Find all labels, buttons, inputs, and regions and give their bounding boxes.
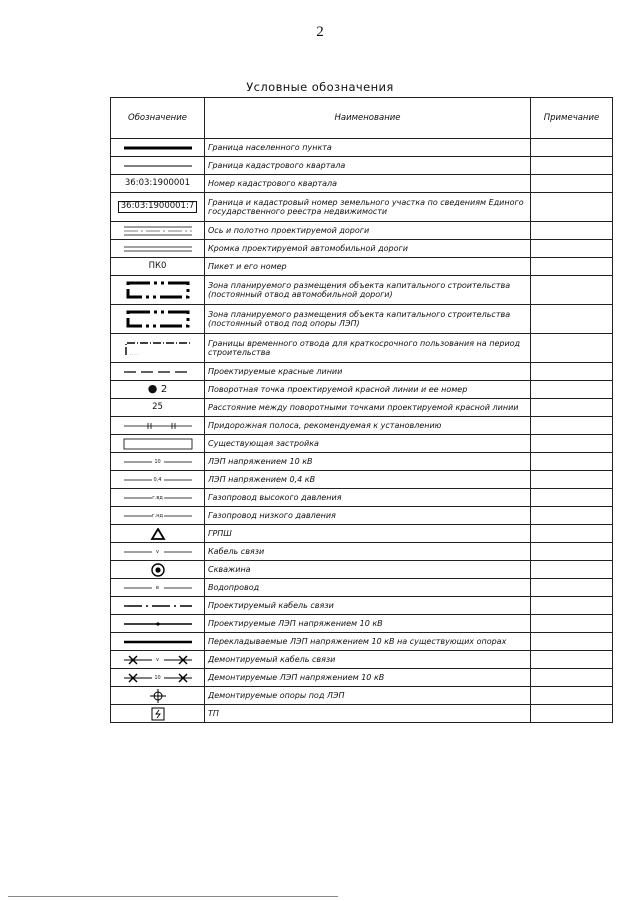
legend-name: ЛЭП напряжением 0,4 кВ — [205, 471, 531, 489]
legend-name: Водопровод — [205, 579, 531, 597]
symbol-text: 36:03:1900001 — [124, 178, 191, 189]
legend-name: Скважина — [205, 561, 531, 579]
symbol-point: ● — [147, 382, 161, 396]
legend-name: Пикет и его номер — [205, 258, 531, 276]
legend-symbol — [111, 157, 205, 175]
legend-note — [531, 525, 613, 543]
legend-note — [531, 222, 613, 240]
table-row — [111, 222, 613, 240]
table-row — [111, 669, 613, 687]
legend-note — [531, 579, 613, 597]
table-row — [111, 453, 613, 471]
legend-note — [531, 489, 613, 507]
page-title: Условные обозначения — [246, 80, 394, 94]
table-row — [111, 507, 613, 525]
roadside-symbol — [118, 421, 198, 431]
table-row — [111, 471, 613, 489]
legend-name: Придорожная полоса, рекомендуемая к установлению — [205, 417, 531, 435]
legend-name: Демонтируемый кабель связи — [205, 651, 531, 669]
table-header-row — [111, 98, 613, 139]
table-row — [111, 276, 613, 305]
symbol-text: 10 — [154, 674, 161, 681]
legend-symbol — [111, 435, 205, 453]
table-row — [111, 705, 613, 723]
table-row — [111, 305, 613, 334]
legend-symbol — [111, 381, 205, 399]
legend-name: Газопровод высокого давления — [205, 489, 531, 507]
table-row — [111, 543, 613, 561]
legend-name: Кромка проектируемой автомобильной дороги — [205, 240, 531, 258]
legend-note — [531, 139, 613, 157]
table-row — [111, 561, 613, 579]
symbol-line-label — [118, 457, 198, 467]
legend-symbol — [111, 363, 205, 381]
table-row — [111, 579, 613, 597]
legend-name: ТП — [205, 705, 531, 723]
legend-table — [110, 97, 613, 723]
legend-name: Расстояние между поворотными точками проектируемой красной линии — [205, 399, 531, 417]
dashed-symbol — [118, 367, 198, 377]
legend-symbol — [111, 258, 205, 276]
legend-name: Ось и полотно проектируемой дороги — [205, 222, 531, 240]
symbol-line-label — [118, 475, 198, 485]
tp-symbol — [118, 707, 198, 721]
symbol-text: v — [156, 548, 159, 555]
symbol-line-label — [118, 583, 198, 593]
legend-symbol — [111, 334, 205, 363]
table-row — [111, 651, 613, 669]
legend-symbol — [111, 417, 205, 435]
legend-note — [531, 363, 613, 381]
legend-note — [531, 597, 613, 615]
table-row — [111, 489, 613, 507]
header-symbol: Обозначение — [111, 98, 205, 139]
legend-note — [531, 175, 613, 193]
symbol-line-label — [118, 511, 198, 521]
legend-symbol — [111, 471, 205, 489]
table-row — [111, 363, 613, 381]
legend-note — [531, 561, 613, 579]
page-number: 2 — [316, 24, 324, 40]
legend-symbol — [111, 525, 205, 543]
legend-name: ЛЭП напряжением 10 кВ — [205, 453, 531, 471]
table-row — [111, 615, 613, 633]
thick-line-symbol — [118, 143, 198, 153]
symbol-text: г.вд — [152, 494, 163, 501]
road-axis-symbol — [118, 225, 198, 237]
legend-note — [531, 507, 613, 525]
legend-name: Проектируемые красные линии — [205, 363, 531, 381]
table-row — [111, 193, 613, 222]
legend-note — [531, 435, 613, 453]
legend-symbol — [111, 240, 205, 258]
legend-note — [531, 417, 613, 435]
table-row — [111, 435, 613, 453]
table-row — [111, 597, 613, 615]
legend-note — [531, 399, 613, 417]
symbol-text: v — [156, 656, 159, 663]
legend-note — [531, 381, 613, 399]
legend-symbol — [111, 615, 205, 633]
legend-name: Граница населенного пункта — [205, 139, 531, 157]
legend-symbol — [111, 276, 205, 305]
legend-note — [531, 305, 613, 334]
legend-note — [531, 157, 613, 175]
legend-note — [531, 651, 613, 669]
legend-name: Граница кадастрового квартала — [205, 157, 531, 175]
temp-boundary-symbol — [118, 337, 198, 359]
symbol-text: в — [156, 584, 159, 591]
table-row — [111, 139, 613, 157]
road-edge-symbol — [118, 244, 198, 254]
symbol-text: ПК0 — [148, 261, 167, 272]
rect-symbol — [118, 438, 198, 450]
legend-name: Газопровод низкого давления — [205, 507, 531, 525]
legend-name: Границы временного отвода для краткосрочного пользования на период строительства — [205, 334, 531, 363]
symbol-demolish — [118, 654, 198, 666]
proj-cable-symbol — [118, 601, 198, 611]
legend-name: Демонтируемые ЛЭП напряжением 10 кВ — [205, 669, 531, 687]
legend-symbol — [111, 453, 205, 471]
legend-name: Кабель связи — [205, 543, 531, 561]
legend-note — [531, 633, 613, 651]
legend-name: Зона планируемого размещения объекта капитального строительства (постоянный отвод автомобильной дороги) — [205, 276, 531, 305]
legend-symbol — [111, 687, 205, 705]
legend-name: Поворотная точка проектируемой красной линии и ее номер — [205, 381, 531, 399]
legend-symbol — [111, 305, 205, 334]
legend-note — [531, 669, 613, 687]
symbol-text: г.нд — [152, 512, 163, 519]
symbol-text: 0,4 — [153, 476, 162, 483]
legend-note — [531, 240, 613, 258]
legend-note — [531, 615, 613, 633]
table-row — [111, 417, 613, 435]
legend-symbol — [111, 597, 205, 615]
well-symbol — [118, 563, 198, 577]
symbol-demolish — [118, 672, 198, 684]
table-row — [111, 633, 613, 651]
table-row — [111, 175, 613, 193]
symbol-text: 10 — [154, 458, 161, 465]
legend-symbol — [111, 399, 205, 417]
table-row — [111, 157, 613, 175]
legend-symbol — [111, 651, 205, 669]
legend-name: Зона планируемого размещения объекта капитального строительства (постоянный отвод под опоры ЛЭП) — [205, 305, 531, 334]
legend-name: Номер кадастрового квартала — [205, 175, 531, 193]
legend-symbol — [111, 507, 205, 525]
legend-name: Существующая застройка — [205, 435, 531, 453]
zone-symbol — [118, 280, 198, 300]
table-row — [111, 525, 613, 543]
thick-line2-symbol — [118, 637, 198, 647]
legend-symbol — [111, 633, 205, 651]
symbol-line-label — [118, 547, 198, 557]
legend-note — [531, 543, 613, 561]
legend-note — [531, 276, 613, 305]
legend-name: Перекладываемые ЛЭП напряжением 10 кВ на существующих опорах — [205, 633, 531, 651]
legend-symbol — [111, 193, 205, 222]
support-symbol — [118, 689, 198, 703]
legend-symbol — [111, 489, 205, 507]
legend-note — [531, 453, 613, 471]
legend-symbol — [111, 561, 205, 579]
table-row — [111, 240, 613, 258]
symbol-text: 25 — [152, 402, 163, 413]
triangle-symbol — [118, 528, 198, 540]
legend-symbol — [111, 543, 205, 561]
legend-note — [531, 258, 613, 276]
table-row — [111, 687, 613, 705]
legend-symbol — [111, 222, 205, 240]
legend-symbol — [111, 175, 205, 193]
legend-name: ГРПШ — [205, 525, 531, 543]
table-row — [111, 381, 613, 399]
symbol-text: 36:03:1900001:7 — [118, 201, 198, 213]
table-row — [111, 399, 613, 417]
thin-line-symbol — [118, 161, 198, 171]
zone-symbol — [118, 309, 198, 329]
header-note: Примечание — [531, 98, 613, 139]
table-row — [111, 334, 613, 363]
proj-lep-symbol — [118, 619, 198, 629]
legend-note — [531, 687, 613, 705]
legend-name: Проектируемый кабель связи — [205, 597, 531, 615]
legend-symbol — [111, 579, 205, 597]
legend-note — [531, 471, 613, 489]
header-name: Наименование — [205, 98, 531, 139]
legend-symbol — [111, 705, 205, 723]
legend-note — [531, 193, 613, 222]
svg-text:· · · ·: · · · · — [129, 353, 138, 357]
legend-symbol — [111, 139, 205, 157]
legend-note — [531, 705, 613, 723]
symbol-text: 2 — [160, 384, 168, 396]
legend-name: Проектируемые ЛЭП напряжением 10 кВ — [205, 615, 531, 633]
legend-name: Граница и кадастровый номер земельного участка по сведениям Единого государственного реестра недвижимости — [205, 193, 531, 222]
legend-name: Демонтируемые опоры под ЛЭП — [205, 687, 531, 705]
symbol-line-label — [118, 493, 198, 503]
legend-note — [531, 334, 613, 363]
table-row — [111, 258, 613, 276]
legend-symbol — [111, 669, 205, 687]
footer-rule — [8, 896, 338, 897]
